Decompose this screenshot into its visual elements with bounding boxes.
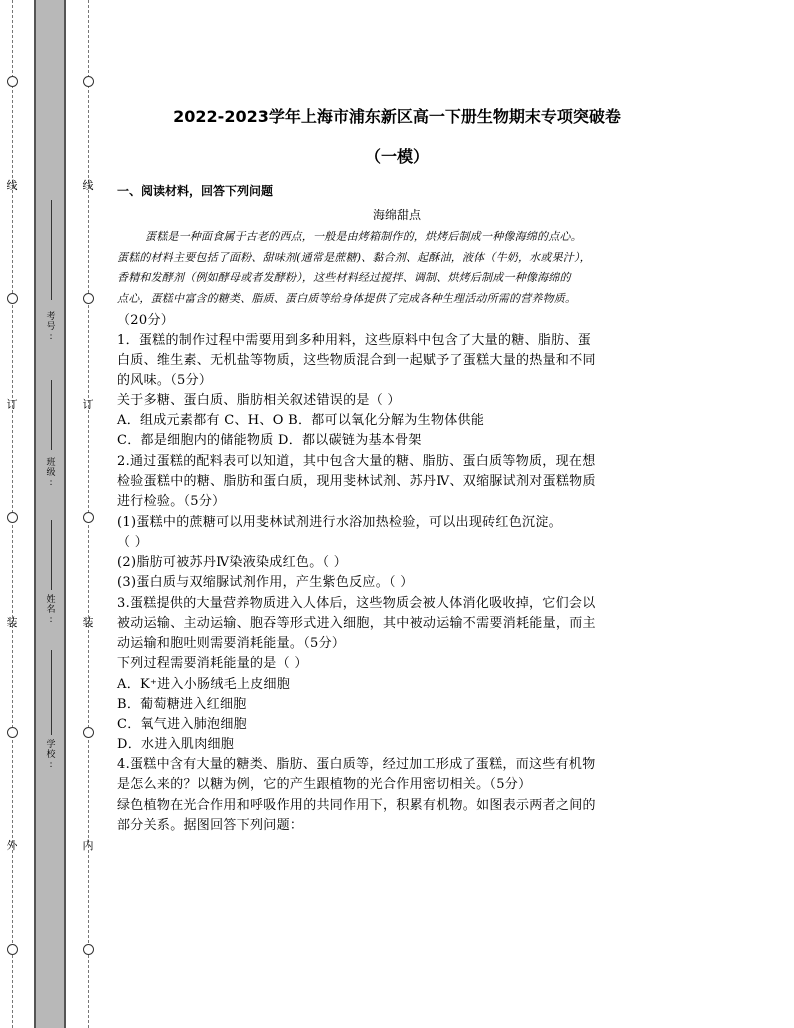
option-line: B．葡萄糖进入红细胞 bbox=[117, 697, 247, 712]
binding-hole bbox=[7, 512, 18, 523]
option-line: C．都是细胞内的储能物质 D．都以碳链为基本骨架 bbox=[117, 433, 422, 448]
option-line: D．水进入肌肉细胞 bbox=[117, 737, 235, 752]
binding-hole bbox=[7, 76, 18, 87]
option-line: A．组成元素都有 C、H、O B．都可以氧化分解为生物体供能 bbox=[117, 413, 485, 428]
binding-hole bbox=[83, 512, 94, 523]
question-line: (3)蛋白质与双缩脲试剂作用，产生紫色反应。（ ） bbox=[117, 575, 414, 590]
binding-hole bbox=[83, 944, 94, 955]
field-line bbox=[51, 380, 52, 450]
field-label-school: 学 校 : bbox=[46, 740, 56, 770]
question-line: 被动运输、主动运输、胞吞等形式进入细胞，其中被动运输不需要消耗能量，而主 bbox=[117, 616, 596, 631]
question-line: 动运输和胞吐则需要消耗能量。（5分） bbox=[117, 636, 346, 651]
question-line: 3.蛋糕提供的大量营养物质进入人体后，这些物质会被人体消化吸收掉，它们会以 bbox=[117, 596, 596, 611]
page-title: 2022-2023学年上海市浦东新区高一下册生物期末专项突破卷 bbox=[173, 107, 621, 126]
field-label-exam-number: 考 号 : bbox=[46, 312, 56, 342]
binding-hole bbox=[83, 727, 94, 738]
page-subtitle: （一模） bbox=[364, 147, 429, 166]
material-title: 海绵甜点 bbox=[372, 208, 421, 222]
binding-hole bbox=[7, 293, 18, 304]
gutter-char: 装 bbox=[6, 616, 18, 629]
text-line: （20分） bbox=[117, 313, 175, 328]
section-heading: 一、阅读材料，回答下列问题 bbox=[117, 184, 274, 198]
gutter-char: 订 bbox=[82, 398, 94, 411]
binding-hole bbox=[7, 944, 18, 955]
field-line bbox=[51, 200, 52, 300]
question-line: 绿色植物在光合作用和呼吸作用的共同作用下，积累有机物。如图表示两者之间的 bbox=[117, 798, 596, 813]
question-line: (2)脂肪可被苏丹Ⅳ染液染成红色。（ ） bbox=[117, 555, 348, 570]
question-line: 检验蛋糕中的糖、脂肪和蛋白质，现用斐林试剂、苏丹Ⅳ、双缩脲试剂对蛋糕物质 bbox=[117, 474, 596, 489]
question-line: 进行检验。（5分） bbox=[117, 494, 226, 509]
field-line bbox=[51, 520, 52, 590]
field-label-class: 班 级 : bbox=[46, 458, 56, 488]
question-line: 关于多糖、蛋白质、脂肪相关叙述错误的是（ ） bbox=[117, 393, 401, 408]
gutter-char: 外 bbox=[6, 839, 18, 852]
question-line: 白质、维生素、无机盐等物质，这些物质混合到一起赋予了蛋糕大量的热量和不同 bbox=[117, 353, 596, 368]
material-line: 蛋糕是一种面食属于古老的西点，一般是由烤箱制作的，烘烤后制成一种像海绵的点心。 bbox=[145, 230, 582, 243]
question-line: 下列过程需要消耗能量的是（ ） bbox=[117, 656, 308, 671]
gutter-char: 线 bbox=[82, 179, 94, 192]
question-line: 的风味。（5分） bbox=[117, 373, 213, 388]
field-line bbox=[51, 650, 52, 735]
option-line: A．K⁺进入小肠绒毛上皮细胞 bbox=[117, 677, 291, 692]
binding-hole bbox=[83, 293, 94, 304]
binding-hole bbox=[83, 76, 94, 87]
gutter-char: 装 bbox=[82, 616, 94, 629]
gutter-char: 订 bbox=[6, 398, 18, 411]
material-line: 香精和发酵剂（例如酵母或者发酵粉），这些材料经过搅拌、调制、烘烤后制成一种像海绵的 bbox=[117, 271, 571, 284]
gutter-char: 内 bbox=[82, 839, 94, 852]
question-line: 2.通过蛋糕的配料表可以知道，其中包含大量的糖、脂肪、蛋白质等物质，现在想 bbox=[117, 454, 596, 469]
question-line: 4.蛋糕中含有大量的糖类、脂肪、蛋白质等，经过加工形成了蛋糕，而这些有机物 bbox=[117, 757, 596, 772]
binding-hole bbox=[7, 727, 18, 738]
material-line: 蛋糕的材料主要包括了面粉、甜味剂(通常是蔗糖)、黏合剂、起酥油，液体（牛奶，水或果汁）， bbox=[117, 251, 591, 264]
question-line: 部分关系。据图回答下列问题： bbox=[117, 818, 304, 833]
gutter-char: 线 bbox=[6, 179, 18, 192]
question-line: （ ） bbox=[117, 535, 149, 550]
binding-band bbox=[34, 0, 66, 1028]
material-line: 点心，蛋糕中富含的糖类、脂质、蛋白质等给身体提供了完成各种生理活动所需的营养物质。 bbox=[117, 292, 577, 305]
question-line: (1)蛋糕中的蔗糖可以用斐林试剂进行水浴加热检验，可以出现砖红色沉淀。 bbox=[117, 515, 562, 530]
option-line: C．氧气进入肺泡细胞 bbox=[117, 717, 247, 732]
field-label-name: 姓 名 : bbox=[46, 595, 56, 625]
question-line: 1．蛋糕的制作过程中需要用到多种用料，这些原料中包含了大量的糖、脂肪、蛋 bbox=[117, 333, 592, 348]
question-line: 是怎么来的？以糖为例，它的产生跟植物的光合作用密切相关。（5分） bbox=[117, 777, 532, 792]
